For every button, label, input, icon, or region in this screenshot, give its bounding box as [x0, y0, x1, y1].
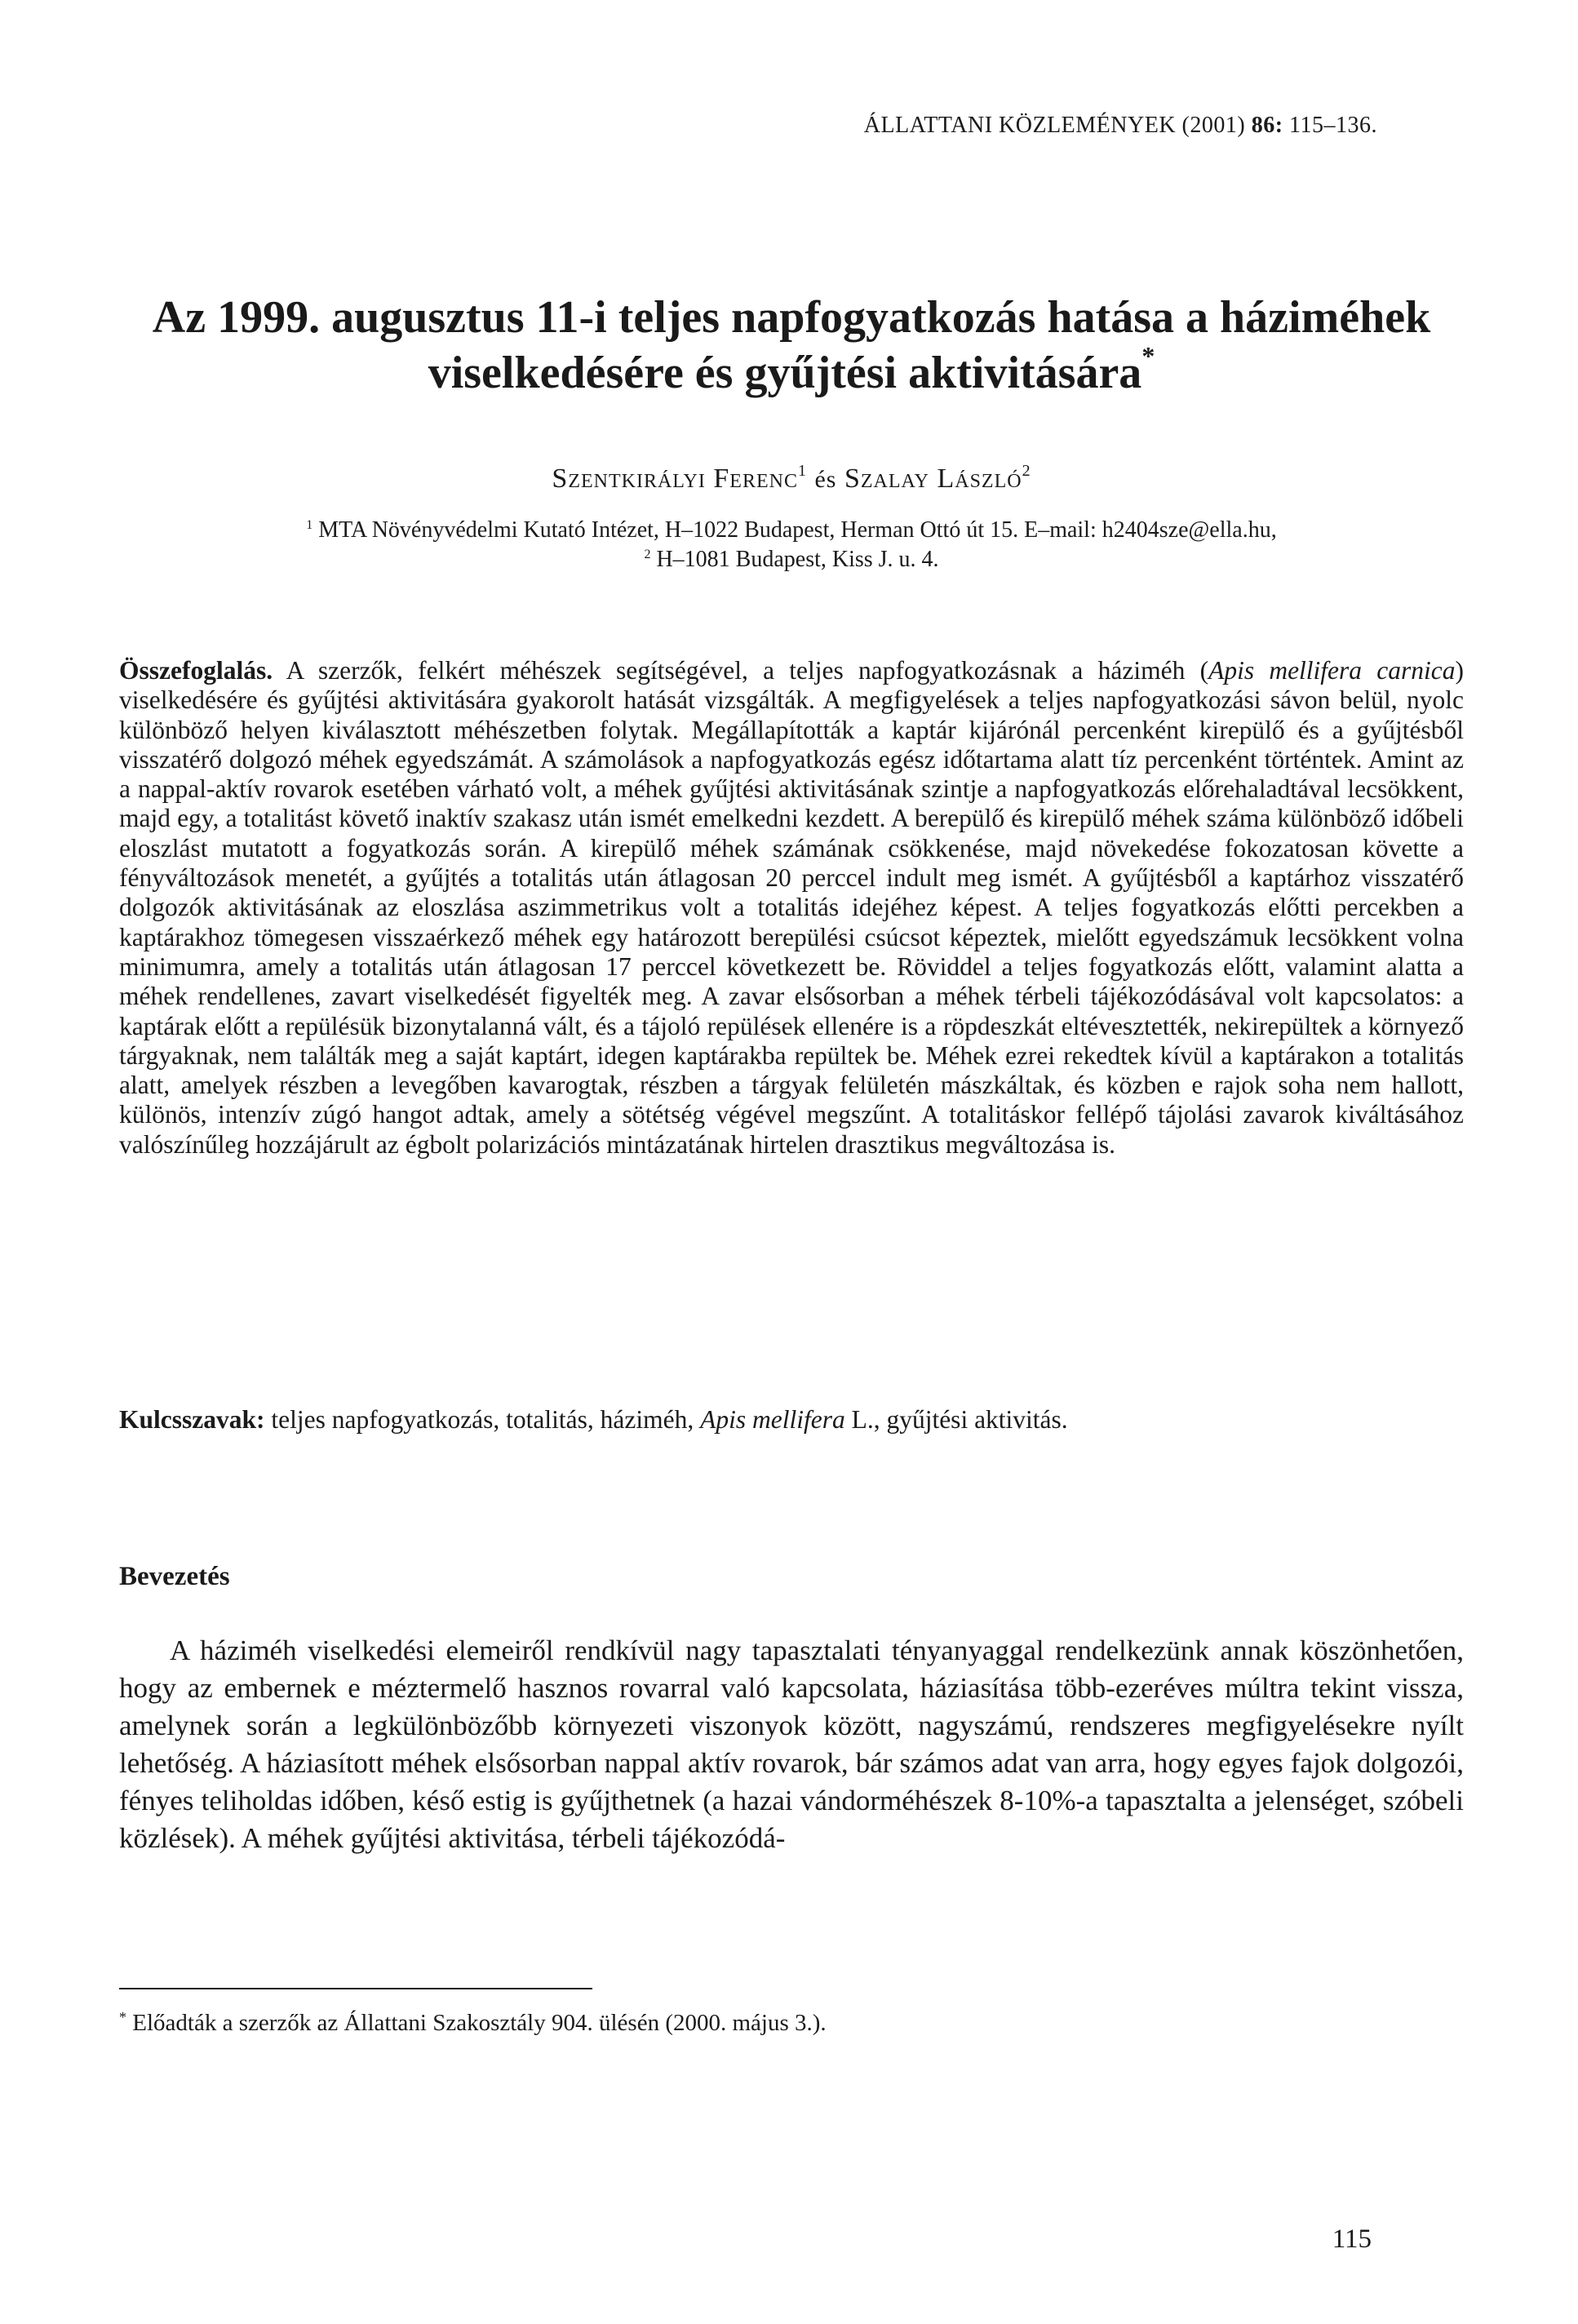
title-footnote-marker: *	[1141, 341, 1155, 370]
keywords-species: Apis mellifera	[700, 1405, 845, 1434]
affiliation-2-text: H–1081 Budapest, Kiss J. u. 4.	[656, 547, 939, 572]
article-title-text: Az 1999. augusztus 11-i teljes napfogyatkozás hatása a háziméhek viselkedésére és gyűjtési aktivitására	[152, 292, 1431, 398]
keywords-text-2: L., gyűjtési aktivitás.	[844, 1405, 1068, 1434]
page-number: 115	[1332, 2224, 1372, 2254]
section-heading: Bevezetés	[119, 1562, 230, 1591]
authors-conjunction: és	[814, 466, 837, 493]
journal-volume: 86:	[1251, 113, 1283, 138]
journal-pages: 115–136.	[1289, 113, 1377, 138]
affiliations	[163, 516, 1420, 574]
author-2: Szalay László	[844, 463, 1022, 494]
author-2-affil-marker: 2	[1022, 462, 1031, 480]
abstract-label: Összefoglalás.	[119, 656, 273, 685]
footnote-marker: *	[119, 2009, 126, 2025]
article-title	[122, 290, 1461, 401]
abstract-species: Apis mellifera carnica	[1208, 656, 1456, 685]
affiliation-1	[163, 516, 1420, 545]
keywords	[119, 1405, 1464, 1435]
affiliation-2-marker: 2	[644, 548, 651, 561]
keywords-label: Kulcsszavak:	[119, 1405, 265, 1434]
intro-paragraph: A háziméh viselkedési elemeiről rendkívül nagy tapasztalati tényanyaggal rendelkezünk annak köszönhetően, hogy az embernek e méztermelő hasznos rovarral való kapcsolata, háziasítása több-ezeréves múltra tekint vissza, amelynek során a legkülönbözőbb környezeti viszonyok között, nagyszámú, rendszeres megfigyelésekre nyílt lehetőség. A háziasított méhek elsősorban nappal aktív rovarok, bár számos adat van arra, hogy egyes fajok dolgozói, fényes teliholdas időben, késő estig is gyűjthetnek (a hazai vándorméhészek 8-10%-a tapasztalta a jelenséget, szóbeli közlések). A méhek gyűjtési aktivitása, térbeli tájékozódá-	[119, 1634, 1464, 1854]
affiliation-1-text: MTA Növényvédelmi Kutató Intézet, H–1022 Budapest, Herman Ottó út 15. E–mail: h2404sze@ella.hu,	[318, 517, 1277, 543]
affiliation-2	[163, 545, 1420, 574]
affiliation-1-marker: 1	[306, 518, 313, 532]
authors-line	[122, 463, 1461, 495]
author-1-affil-marker: 1	[797, 462, 807, 480]
journal-name: ÁLLATTANI KÖZLEMÉNYEK (2001)	[863, 113, 1246, 138]
footnote	[119, 2009, 1464, 2037]
footnote-divider	[119, 1988, 592, 1989]
author-1: Szentkirályi Ferenc	[552, 463, 798, 494]
journal-header	[864, 113, 1377, 139]
footnote-text: Előadták a szerzők az Állattani Szakosztály 904. ülésén (2000. május 3.).	[126, 2010, 827, 2036]
abstract	[119, 656, 1464, 1160]
abstract-text-1: A szerzők, felkért méhészek segítségével, a teljes napfogyatkozásnak a háziméh (	[273, 656, 1209, 685]
abstract-text-2: ) viselkedésére és gyűjtési aktivitására gyakorolt hatását vizsgálták. A megfigyelések a teljes napfogyatkozási sávon belül, nyolc különböző helyen kiválasztott méhészetben folytak. Megállapították a kaptár kijárónál percenként kirepülő és a gyűjtésből visszatérő dolgozó méhek egyedszámát. A számolások a napfogyatkozás egész időtartama alatt tíz percenként történtek. Amint az a nappal-aktív rovarok esetében várható volt, a méhek gyűjtési aktivitásának szintje a napfogyatkozás előrehaladtával lecsökkent, majd egy, a totalitást követő inaktív szakasz után ismét emelkedni kezdett. A berepülő és kirepülő méhek száma különböző időbeli eloszlást mutatott a fogyatkozás során. A kirepülő méhek számának csökkenése, majd növekedése fokozatosan követte a fényváltozások menetét, a gyűjtés a totalitás után átlagosan 20 perccel indult meg ismét. A gyűjtésből a kaptárhoz visszatérő dolgozók aktivitásának az eloszlása aszimmetrikus volt a totalitás idejéhez képest. A teljes fogyatkozás előtti percekben a kaptárakhoz tömegesen visszaérkező méhek egy határozott berepülési csúcsot képeztek, mielőtt egyedszámuk lecsökkent volna minimumra, amely a totalitás után átlagosan 17 perccel következett be. Röviddel a teljes fogyatkozás előtt, valamint alatta a méhek rendellenes, zavart viselkedését figyelték meg. A zavar elsősorban a méhek térbeli tájékozódásával volt kapcsolatos: a kaptárak előtt a repülésük bizonytalanná vált, és a tájoló repülések ellenére is a röpdeszkát eltévesztették, nekirepültek a környező tárgyaknak, nem találták meg a saját kaptárt, idegen kaptárakba repültek be. Méhek ezrei rekedtek kívül a kaptárakon a totalitás alatt, amelyek részben a levegőben kavarogtak, részben a tárgyak felületén mászkáltak, és közben e rajok soha nem hallott, különös, intenzív zúgó hangot adtak, amely a sötétség végével megszűnt. A totalitáskor fellépő tájolási zavarok kiváltásához valószínűleg hozzájárult az égbolt polarizációs mintázatának hirtelen drasztikus megváltozása is.	[119, 656, 1465, 1159]
keywords-text-1: teljes napfogyatkozás, totalitás, háziméh,	[264, 1405, 701, 1434]
